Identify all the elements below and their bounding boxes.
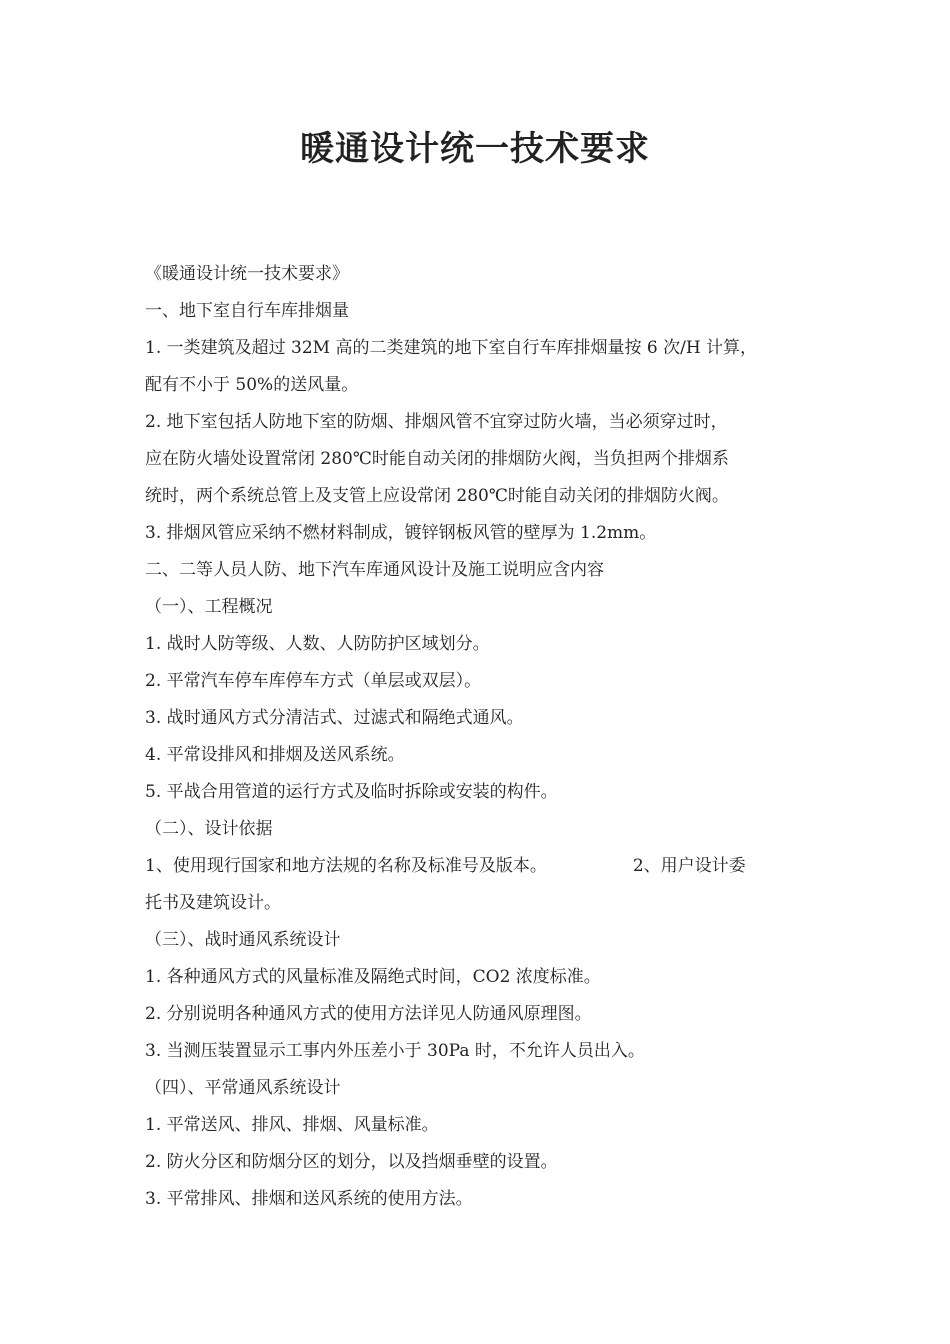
document-title: 暖通设计统一技术要求 (300, 129, 650, 169)
subsection-heading: （一）、工程概况 (145, 597, 273, 617)
body-line: 托书及建筑设计。 (145, 893, 281, 913)
body-line: 3. 排烟风管应采纳不燃材料制成，镀锌钢板风管的壁厚为 1.2mm。 (145, 523, 657, 543)
body-line: 统时，两个系统总管上及支管上应设常闭 280℃时能自动关闭的排烟防火阀。 (145, 486, 729, 506)
body-line-left: 1、使用现行国家和地方法规的名称及标准号及版本。 (145, 856, 547, 876)
body-line: 应在防火墙处设置常闭 280℃时能自动关闭的排烟防火阀，当负担两个排烟系 (145, 449, 729, 469)
body-line-right: 2、用户设计委 (632, 856, 746, 876)
body-line: 1. 平常送风、排风、排烟、风量标准。 (145, 1115, 439, 1135)
body-line: 3. 战时通风方式分清洁式、过滤式和隔绝式通风。 (145, 708, 524, 728)
subsection-heading: （三）、战时通风系统设计 (145, 930, 341, 950)
body-line: 3. 平常排风、排烟和送风系统的使用方法。 (145, 1189, 473, 1209)
subsection-heading: （二）、设计依据 (145, 819, 273, 839)
body-line: 2. 平常汽车停车库停车方式（单层或双层）。 (145, 671, 482, 691)
body-line: 2. 地下室包括人防地下室的防烟、排烟风管不宜穿过防火墙，当必须穿过时， (145, 412, 728, 432)
body-line-split (145, 848, 813, 885)
body-line: 1. 各种通风方式的风量标准及隔绝式时间，CO2 浓度标准。 (145, 967, 601, 987)
body-line: 4. 平常设排风和排烟及送风系统。 (145, 745, 405, 765)
body-line: 1. 战时人防等级、人数、人防防护区域划分。 (145, 634, 490, 654)
document-body (145, 256, 813, 1218)
body-line: 1. 一类建筑及超过 32M 高的二类建筑的地下室自行车库排烟量按 6 次/H 计算， (145, 338, 758, 358)
body-line: 2. 分别说明各种通风方式的使用方法详见人防通风原理图。 (145, 1004, 592, 1024)
body-line: 2. 防火分区和防烟分区的划分，以及挡烟垂壁的设置。 (145, 1152, 558, 1172)
body-line: 配有不小于 50%的送风量。 (145, 375, 359, 395)
section-heading: 一、地下室自行车库排烟量 (145, 301, 349, 321)
subsection-heading: （四）、平常通风系统设计 (145, 1078, 341, 1098)
body-line: 5. 平战合用管道的运行方式及临时拆除或安装的构件。 (145, 782, 558, 802)
section-heading: 二、二等人员人防、地下汽车库通风设计及施工说明应含内容 (145, 560, 604, 580)
body-line: 3. 当测压装置显示工事内外压差小于 30Pa 时，不允许人员出入。 (145, 1041, 645, 1061)
body-line: 《暖通设计统一技术要求》 (145, 264, 349, 284)
